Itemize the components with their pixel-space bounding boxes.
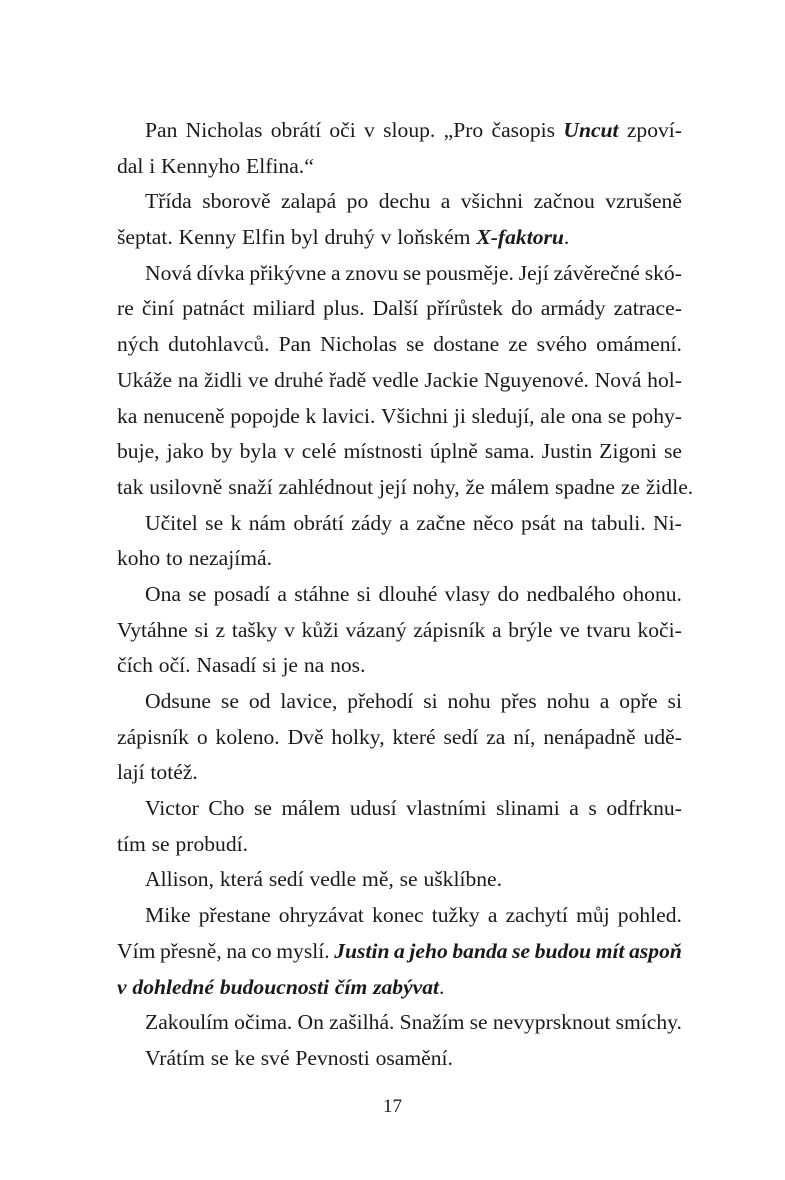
word: všichni bbox=[460, 189, 524, 214]
word: a bbox=[487, 903, 498, 928]
word: a bbox=[399, 510, 409, 535]
word: se bbox=[607, 403, 626, 428]
word: celé bbox=[301, 439, 337, 464]
word: Ni- bbox=[653, 510, 682, 535]
word: Všichni bbox=[381, 403, 449, 428]
word: jako bbox=[166, 439, 204, 464]
word: s bbox=[588, 796, 597, 821]
text-line bbox=[117, 827, 682, 863]
word: armády bbox=[540, 296, 606, 321]
word: do bbox=[497, 581, 520, 606]
text-line bbox=[117, 363, 682, 399]
word: Justin bbox=[541, 439, 593, 464]
word: Zigoni bbox=[599, 439, 657, 464]
word: Nová bbox=[594, 367, 642, 392]
word: by bbox=[210, 439, 233, 464]
word: mít bbox=[595, 938, 625, 963]
word: co bbox=[251, 938, 272, 963]
word: šeptat. bbox=[117, 225, 173, 250]
word: Pan bbox=[145, 118, 178, 142]
word: koči- bbox=[637, 617, 682, 642]
word: v bbox=[283, 439, 295, 464]
word: udě- bbox=[643, 724, 682, 749]
word: se bbox=[210, 1045, 229, 1070]
word: přestane bbox=[198, 903, 271, 928]
word: Její bbox=[518, 260, 549, 285]
text-line bbox=[117, 327, 682, 363]
word: činí bbox=[141, 296, 175, 321]
word: ohryzávat bbox=[278, 903, 364, 928]
word: úplně bbox=[429, 439, 478, 464]
word: Allison, bbox=[145, 867, 214, 892]
word: do bbox=[511, 296, 533, 321]
word: se bbox=[512, 938, 531, 963]
word: aspoň bbox=[629, 938, 682, 963]
word: a bbox=[394, 938, 405, 963]
word: dechu bbox=[378, 189, 431, 214]
word: můj bbox=[576, 903, 610, 928]
word: zašilhá. bbox=[329, 1010, 395, 1035]
word: sedí bbox=[443, 724, 479, 749]
word: Učitel bbox=[145, 510, 198, 535]
word: na bbox=[563, 510, 584, 535]
page-number: 17 bbox=[383, 1096, 402, 1117]
word: nohu bbox=[447, 689, 491, 713]
word: to bbox=[166, 546, 183, 571]
word: nohy, bbox=[412, 474, 460, 499]
word: ve bbox=[559, 617, 580, 642]
word: Vrátím bbox=[145, 1045, 205, 1070]
word: zády bbox=[351, 510, 392, 535]
word: zahlédnout bbox=[278, 474, 374, 499]
word: a bbox=[569, 796, 579, 821]
word: nenápadně bbox=[543, 724, 636, 749]
word: tak bbox=[117, 474, 144, 499]
word: začnou bbox=[533, 189, 595, 214]
word: na bbox=[177, 367, 199, 392]
word: ke bbox=[234, 1045, 255, 1070]
word: si bbox=[667, 689, 682, 713]
word: dutohlavců. bbox=[168, 332, 270, 357]
word: dlouhé bbox=[378, 581, 438, 606]
word: očima. bbox=[234, 1010, 293, 1035]
word: k bbox=[230, 510, 242, 535]
word: Nasadí bbox=[196, 653, 257, 678]
word: Kenny bbox=[178, 225, 237, 250]
word: v bbox=[284, 617, 295, 642]
word: Nová bbox=[145, 260, 192, 285]
word: židli bbox=[203, 367, 243, 392]
word: za bbox=[486, 724, 506, 749]
word: ných bbox=[117, 332, 159, 357]
word: v bbox=[117, 974, 127, 999]
word: v bbox=[380, 225, 392, 250]
word: nám bbox=[248, 510, 286, 535]
word: se bbox=[406, 332, 425, 357]
word: se bbox=[469, 1010, 488, 1035]
word: přikývne bbox=[249, 260, 327, 285]
text-line bbox=[117, 541, 682, 577]
word: tvaru bbox=[586, 617, 631, 642]
word: Odsune bbox=[145, 689, 211, 713]
word: ale bbox=[540, 403, 566, 428]
word: byla bbox=[239, 439, 277, 464]
text-line bbox=[117, 613, 682, 649]
word: zachytí bbox=[505, 903, 568, 928]
word: usilovně bbox=[149, 474, 223, 499]
word: stáhne bbox=[294, 581, 350, 606]
word: se bbox=[402, 260, 421, 285]
word: byl bbox=[291, 225, 319, 250]
word: Elfina.“ bbox=[246, 153, 314, 178]
word: se bbox=[663, 439, 682, 464]
word: totéž. bbox=[150, 760, 198, 785]
word: vzrušeně bbox=[605, 189, 682, 214]
word: zatrace- bbox=[613, 296, 682, 321]
word: málem bbox=[490, 474, 550, 499]
word: Pan bbox=[278, 332, 312, 357]
word: buje, bbox=[117, 439, 160, 464]
word: Vím bbox=[117, 938, 156, 963]
word: se bbox=[253, 796, 272, 821]
word: a bbox=[440, 189, 451, 214]
word: na bbox=[226, 938, 247, 963]
word: vedle bbox=[309, 867, 357, 892]
word: re bbox=[117, 296, 134, 321]
word: sloup. bbox=[383, 118, 436, 142]
word: ní, bbox=[513, 724, 536, 749]
text-line bbox=[117, 149, 682, 185]
word: Nicholas bbox=[320, 332, 397, 357]
word: tašky bbox=[231, 617, 278, 642]
word: tužky bbox=[431, 903, 480, 928]
word: ve bbox=[248, 367, 269, 392]
word: nos. bbox=[330, 653, 366, 678]
word: její bbox=[379, 474, 407, 499]
word: od bbox=[248, 689, 271, 713]
word: a bbox=[277, 581, 287, 606]
word: Nguyenové. bbox=[484, 367, 589, 392]
word: z bbox=[215, 617, 226, 642]
word: pohy- bbox=[631, 403, 682, 428]
word: vlastními bbox=[406, 796, 487, 821]
word: Pevnosti bbox=[295, 1045, 370, 1070]
word: se bbox=[220, 689, 239, 713]
word: lavici. bbox=[321, 403, 376, 428]
word: dal bbox=[117, 153, 144, 178]
text-line bbox=[117, 934, 682, 970]
word: sama. bbox=[484, 439, 535, 464]
text-line bbox=[117, 791, 682, 827]
word: dostane bbox=[433, 332, 500, 357]
text-line bbox=[117, 898, 682, 934]
word: vedle bbox=[371, 367, 419, 392]
word: že bbox=[465, 474, 485, 499]
word: si bbox=[356, 581, 372, 606]
word: druhé bbox=[274, 367, 324, 392]
text-line bbox=[117, 648, 682, 684]
word: Zakoulím bbox=[145, 1010, 229, 1035]
word: skó- bbox=[644, 260, 682, 285]
word: smíchy. bbox=[615, 1010, 682, 1035]
word: časopis bbox=[491, 118, 556, 142]
text-line bbox=[117, 113, 682, 149]
text-line bbox=[117, 862, 682, 898]
word: ka bbox=[117, 403, 138, 428]
word: ušklíbne. bbox=[423, 867, 503, 892]
word: zpoví- bbox=[626, 118, 682, 142]
word: Další bbox=[372, 296, 419, 321]
word: něco bbox=[472, 510, 514, 535]
word: opře bbox=[619, 689, 658, 713]
word: snaží bbox=[228, 474, 273, 499]
word: Uncut bbox=[563, 118, 619, 142]
word: závěrečné bbox=[553, 260, 640, 285]
word: zápisník bbox=[413, 617, 486, 642]
text-line bbox=[117, 1041, 682, 1077]
word: probudí. bbox=[175, 831, 249, 856]
word: slinami bbox=[496, 796, 560, 821]
word: loňském bbox=[397, 225, 471, 250]
text-line bbox=[117, 506, 682, 542]
word: zalapá bbox=[281, 189, 337, 214]
word: i bbox=[149, 153, 156, 178]
word: Snažím bbox=[399, 1010, 465, 1035]
word: na bbox=[303, 653, 325, 678]
word: Ukáže bbox=[117, 367, 173, 392]
word: Kennyho bbox=[161, 153, 241, 178]
word: Ona bbox=[145, 581, 181, 606]
word: koho bbox=[117, 546, 161, 571]
word: budoucnosti bbox=[219, 974, 330, 999]
word: v bbox=[364, 118, 375, 142]
word: Justin bbox=[334, 938, 390, 963]
word: začne bbox=[416, 510, 466, 535]
word: ona bbox=[571, 403, 603, 428]
word: pohled. bbox=[617, 903, 682, 928]
word: miliard bbox=[252, 296, 316, 321]
word: k bbox=[305, 403, 317, 428]
word: vlasy bbox=[444, 581, 491, 606]
word: nezajímá. bbox=[188, 546, 272, 571]
word: udusí bbox=[349, 796, 397, 821]
word: se bbox=[205, 510, 224, 535]
text-line bbox=[117, 1005, 682, 1041]
text-line bbox=[117, 970, 682, 1006]
word: přesně, bbox=[159, 938, 222, 963]
word: hol- bbox=[647, 367, 682, 392]
word: sledují, bbox=[471, 403, 535, 428]
word: která bbox=[219, 867, 263, 892]
word: ze bbox=[620, 474, 641, 499]
text-line bbox=[117, 256, 682, 292]
text-line bbox=[117, 399, 682, 435]
word: nohu bbox=[546, 689, 590, 713]
word: tím bbox=[117, 831, 146, 856]
word: si bbox=[262, 653, 277, 678]
word: a bbox=[599, 689, 610, 713]
text-line bbox=[117, 720, 682, 756]
text-line bbox=[117, 470, 694, 506]
word: nenuceně bbox=[143, 403, 225, 428]
body-text bbox=[117, 113, 694, 1077]
word: Třída bbox=[145, 189, 192, 214]
word: popojde bbox=[230, 403, 300, 428]
word: plus. bbox=[323, 296, 365, 321]
word: osamění. bbox=[375, 1045, 453, 1070]
word: ji bbox=[453, 403, 466, 428]
word: spadne bbox=[555, 474, 616, 499]
word: nevyprsknout bbox=[492, 1010, 611, 1035]
word: židle. bbox=[645, 474, 694, 499]
word: dívka bbox=[196, 260, 245, 285]
word: je bbox=[282, 653, 299, 678]
word: které bbox=[392, 724, 436, 749]
word: se bbox=[188, 581, 207, 606]
word: lavice, bbox=[280, 689, 338, 713]
word: čím bbox=[334, 974, 368, 999]
word: oči bbox=[329, 118, 356, 142]
word: nedbalého bbox=[526, 581, 616, 606]
word: brýle bbox=[508, 617, 553, 642]
word: přehodí bbox=[347, 689, 414, 713]
text-line bbox=[117, 184, 682, 220]
word: zápisník bbox=[117, 724, 189, 749]
word: myslí. bbox=[276, 938, 330, 963]
word: omámení. bbox=[596, 332, 682, 357]
word: mě, bbox=[362, 867, 394, 892]
word: Cho bbox=[208, 796, 245, 821]
word: Mike bbox=[145, 903, 191, 928]
word: Dvě bbox=[287, 724, 324, 749]
word: pousměje. bbox=[425, 260, 514, 285]
word: On bbox=[297, 1010, 324, 1035]
word: „Pro bbox=[443, 118, 484, 142]
word: po bbox=[346, 189, 369, 214]
word: sborově bbox=[202, 189, 271, 214]
word: sedí bbox=[268, 867, 304, 892]
word: odfrknu- bbox=[606, 796, 682, 821]
text-line bbox=[117, 434, 682, 470]
text-line bbox=[117, 291, 682, 327]
word: Vytáhne bbox=[117, 617, 188, 642]
text-line bbox=[117, 755, 682, 791]
word: patnáct bbox=[182, 296, 245, 321]
word: kůži bbox=[301, 617, 339, 642]
word: jeho bbox=[409, 938, 448, 963]
word: budou bbox=[534, 938, 592, 963]
word: banda bbox=[452, 938, 508, 963]
word: Elfin bbox=[242, 225, 286, 250]
word: posadí bbox=[213, 581, 271, 606]
word: Victor bbox=[145, 796, 199, 821]
word: málem bbox=[281, 796, 341, 821]
word: konec bbox=[372, 903, 424, 928]
word: druhý bbox=[324, 225, 375, 250]
word: místnosti bbox=[343, 439, 423, 464]
word: lají bbox=[117, 760, 145, 785]
word: holky, bbox=[331, 724, 385, 749]
word: o bbox=[196, 724, 208, 749]
word: zabývat. bbox=[373, 974, 445, 999]
word: se bbox=[151, 831, 170, 856]
text-line bbox=[117, 684, 682, 720]
word: obrátí bbox=[270, 118, 322, 142]
word: očí. bbox=[158, 653, 191, 678]
word: Jackie bbox=[424, 367, 479, 392]
word: Nicholas bbox=[185, 118, 263, 142]
word: a bbox=[491, 617, 502, 642]
word: přes bbox=[500, 689, 537, 713]
word: ze bbox=[508, 332, 528, 357]
word: řadě bbox=[329, 367, 367, 392]
word: ohonu. bbox=[622, 581, 682, 606]
word: psát bbox=[521, 510, 556, 535]
word: koleno. bbox=[215, 724, 280, 749]
word: si bbox=[194, 617, 209, 642]
word: a bbox=[330, 260, 341, 285]
word: tabuli. bbox=[591, 510, 646, 535]
text-line bbox=[117, 220, 682, 256]
word: dohledné bbox=[132, 974, 214, 999]
word: se bbox=[399, 867, 418, 892]
word: znovu bbox=[345, 260, 399, 285]
word: si bbox=[423, 689, 438, 713]
word: přírůstek bbox=[426, 296, 504, 321]
word: obrátí bbox=[293, 510, 344, 535]
word: X-faktoru. bbox=[476, 225, 570, 250]
word: vázaný bbox=[345, 617, 407, 642]
word: čích bbox=[117, 653, 153, 678]
word: svého bbox=[536, 332, 588, 357]
word: své bbox=[260, 1045, 290, 1070]
text-line bbox=[117, 577, 682, 613]
